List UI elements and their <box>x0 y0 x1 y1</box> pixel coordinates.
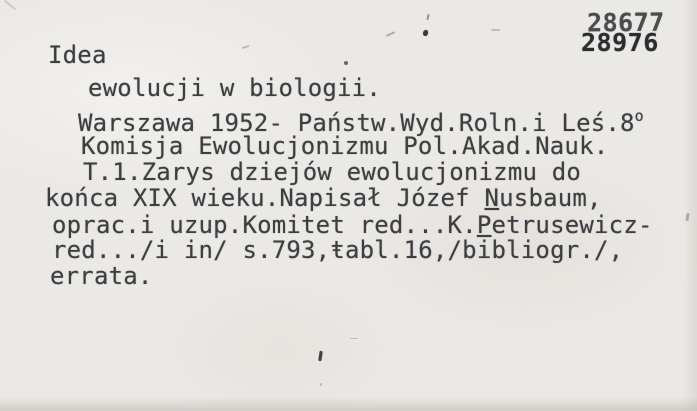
editor-line <box>52 213 653 237</box>
accession-number-stamp-2: 28976 <box>581 28 659 57</box>
corporate-body-line: Komisja Ewolucjonizmu Pol.Akad.Nauk. <box>81 132 609 160</box>
corner-smudge <box>4 0 16 10</box>
card-heading: Idea <box>48 41 107 69</box>
ink-speck <box>491 29 500 31</box>
ink-speck <box>344 61 348 65</box>
ink-speck <box>423 30 428 36</box>
card-subheading: ewolucji w biologii. <box>88 74 381 102</box>
ink-speck <box>426 14 429 20</box>
author-line <box>45 186 602 210</box>
ink-speck <box>685 213 689 221</box>
author-underlined-letter: N <box>484 184 500 212</box>
format-superscript: o <box>634 107 644 125</box>
author-line-pre: końca XIX wieku.Napisał Józef <box>45 184 485 212</box>
errata-line: errata. <box>50 262 153 290</box>
accession-number-stamp-1: 28677 <box>586 7 665 38</box>
volume-title-line: T.1.Zarys dziejów ewolucjonizmu do <box>83 158 582 186</box>
ink-speck <box>320 383 322 386</box>
ink-speck <box>242 45 249 49</box>
author-line-rest: usbaum, <box>499 184 602 212</box>
publication-text: Warszawa 1952- Państw.Wyd.Roln.i Leś.8 <box>78 109 635 137</box>
editor-line-rest: etrusewicz- <box>491 211 653 239</box>
ink-speck <box>386 31 395 37</box>
paper-blemish <box>350 338 358 339</box>
editor-underlined-letter: P <box>476 211 492 239</box>
ink-speck <box>318 351 322 361</box>
collation-line: red.../i in/ s.793,ŧabl.16,/bibliogr./, <box>52 236 624 264</box>
editor-line-pre: oprac.i uzup.Komitet red...K. <box>52 211 477 239</box>
